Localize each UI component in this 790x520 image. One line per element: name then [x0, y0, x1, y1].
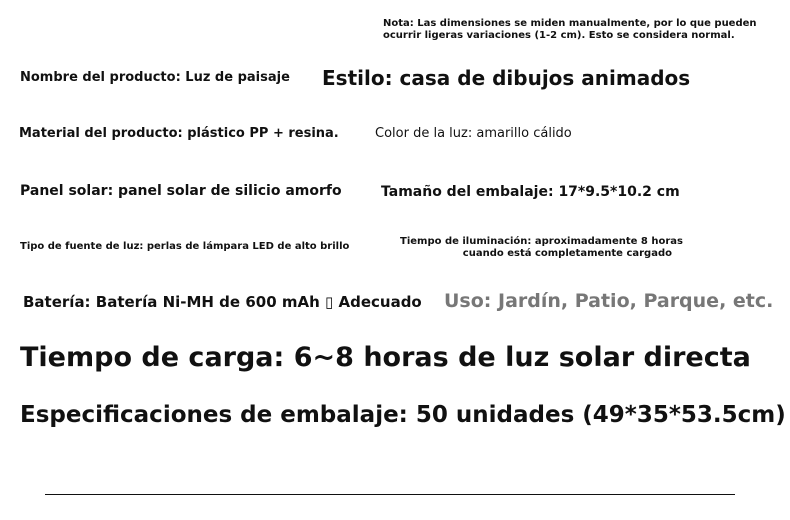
charge-time: Tiempo de carga: 6~8 horas de luz solar directa: [20, 342, 751, 373]
measurement-note-line-2: ocurrir ligeras variaciones (1-2 cm). Esto se considera normal.: [383, 30, 735, 41]
package-size: Tamaño del embalaje: 17*9.5*10.2 cm: [381, 184, 680, 200]
measurement-note: [383, 18, 757, 42]
product-name: Nombre del producto: Luz de paisaje: [20, 70, 290, 85]
light-source-type: Tipo de fuente de luz: perlas de lámpara LED de alto brillo: [20, 241, 350, 252]
battery-suffix: Adecuado: [333, 293, 422, 311]
lighting-time-line-2: cuando está completamente cargado: [462, 247, 672, 259]
product-material: Material del producto: plástico PP + resina.: [19, 126, 339, 141]
bottom-divider: [45, 494, 735, 495]
battery-missing-glyph: ▯: [325, 293, 334, 311]
lighting-time-line-1: Tiempo de iluminación: aproximadamente 8 horas: [400, 236, 683, 247]
light-color: Color de la luz: amarillo cálido: [375, 126, 572, 141]
battery: [23, 294, 422, 311]
style: Estilo: casa de dibujos animados: [322, 66, 691, 90]
usage: Uso: Jardín, Patio, Parque, etc.: [444, 290, 774, 312]
lighting-time: [400, 236, 683, 259]
battery-text: Batería: Batería Ni-MH de 600 mAh: [23, 293, 325, 311]
packaging-specifications: Especificaciones de embalaje: 50 unidades (49*35*53.5cm): [20, 402, 786, 428]
solar-panel: Panel solar: panel solar de silicio amorfo: [20, 183, 342, 199]
measurement-note-line-1: Nota: Las dimensiones se miden manualmente, por lo que pueden: [383, 18, 757, 29]
